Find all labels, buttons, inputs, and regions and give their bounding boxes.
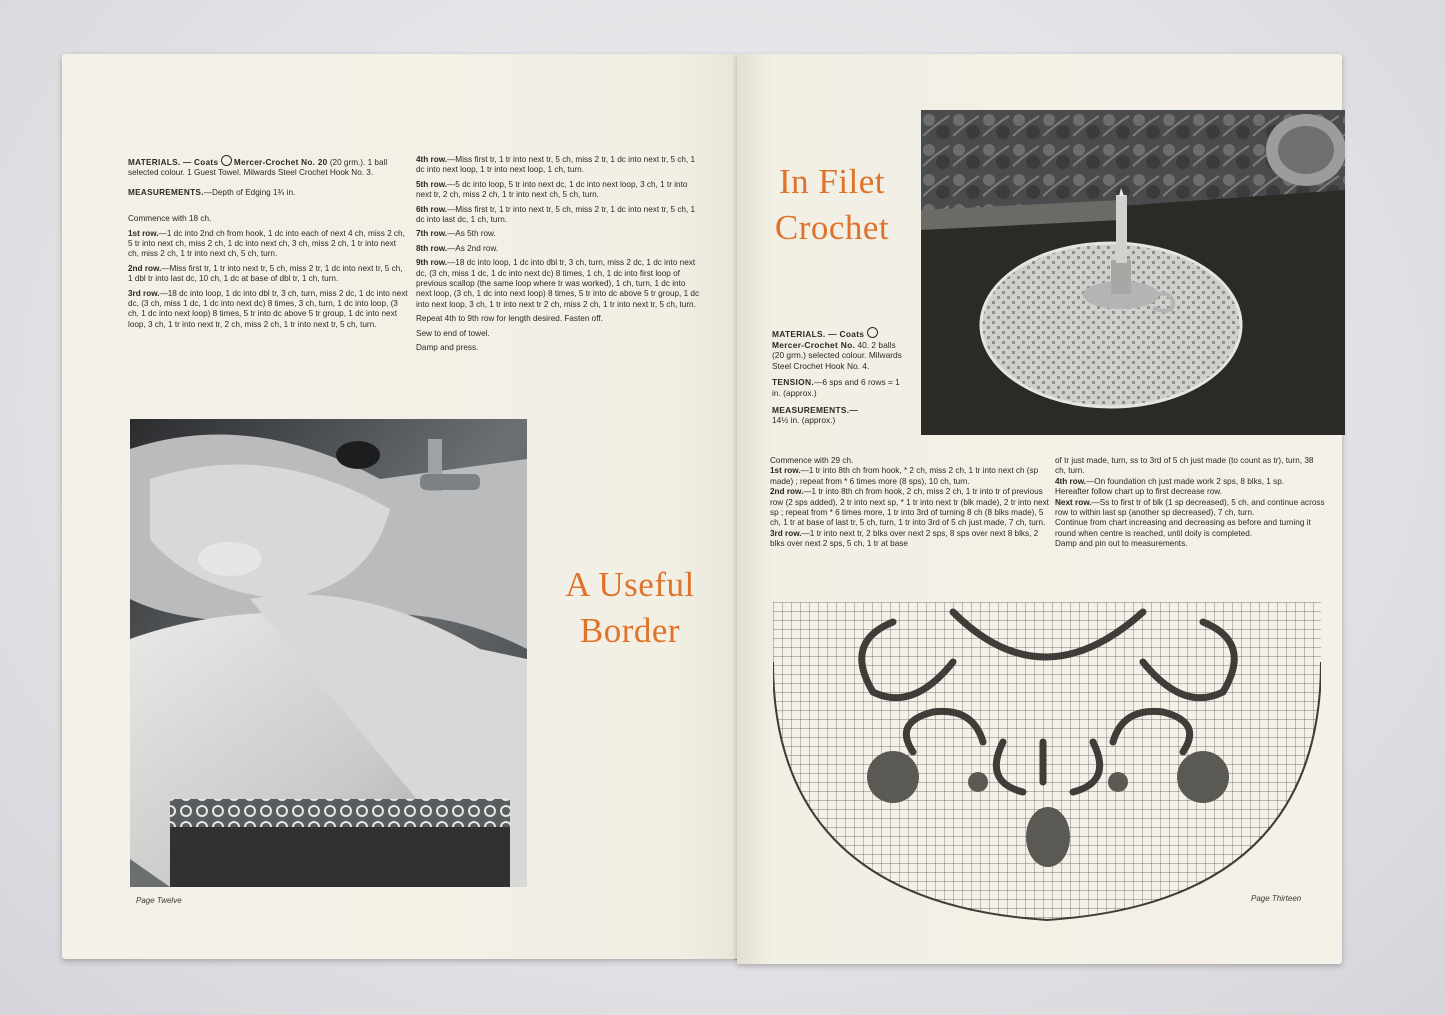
tension-text: —6 sps and 6 rows = 1 in. (approx.)	[772, 377, 900, 398]
right-cont-text: of tr just made, turn, ss to 3rd of 5 ch just made (to count as tr), turn, 38 ch, turn.	[1055, 456, 1314, 476]
filet-chart	[773, 602, 1321, 922]
right-measurements-label: MEASUREMENTS.—	[772, 404, 859, 415]
row5-text: —5 dc into loop, 5 tr into next dc, 1 dc into next loop, 3 ch, 1 tr into next tr, 2 ch, miss 2 ch, 1 tr into next ch, 5 ch, turn.	[416, 179, 688, 200]
right-measurements-text: 14½ in. (approx.)	[772, 415, 836, 426]
materials-text: (20 grm.). 1 ball selected colour. 1 Guest Towel. Milwards Steel Crochet Hook No. 3.	[128, 158, 388, 178]
left-title-line2: Border	[579, 611, 681, 650]
materials-brand: Mercer-Crochet No. 20	[233, 158, 328, 167]
right-continue-text: Continue from chart increasing and decreasing as before and turning it round when centre is reached, until doily is completed.	[1055, 518, 1311, 538]
left-page-footer: Page Twelve	[136, 896, 182, 905]
row4-label: 4th row.	[416, 155, 448, 164]
candle-doily-photo	[921, 110, 1345, 435]
row2-text: —Miss first tr, 1 tr into next tr, 5 ch, miss 2 tr, 1 dc into next tr, 5 ch, 1 dbl tr into last dc, 10 ch, 1 dc at base of dbl tr, 1 ch, turn.	[128, 263, 403, 284]
row1-label: 1st row.	[128, 228, 159, 238]
measurements-label: MEASUREMENTS.	[128, 187, 204, 197]
right-hereafter-text: Hereafter follow chart up to first decrease row.	[1055, 487, 1223, 497]
row7-label: 7th row.	[416, 229, 448, 239]
right-row1-text: —1 tr into 8th ch from hook, * 2 ch, miss 2 ch, 1 tr into next ch (sp made) ; repeat from * 6 times more (8 sps), 10 ch, turn.	[770, 466, 1039, 486]
right-title-line1: In Filet	[778, 162, 886, 201]
sew-text: Sew to end of towel.	[416, 328, 490, 338]
right-row2-label: 2nd row.	[770, 487, 804, 497]
left-column-1	[128, 155, 408, 334]
right-row2-text: —1 tr into 8th ch from hook, 2 ch, miss 2 ch, 1 tr into tr of previous row (2 sps added), 2 tr into next sp, * 1 tr into next tr (blk made), 2 tr into next sp ; repeat from * 6 times more, 1 tr into 3rd of turning 8 ch (8 blks made), 5 ch, 1 tr at base of last tr, 5 ch, turn, 1 tr into 3rd of 5 ch just made, 7 ch, turn.	[770, 487, 1049, 528]
right-materials-label: MATERIALS. — Coats	[772, 329, 865, 339]
right-materials-text: 40. 2 balls (20 grm.) selected colour. Milwards Steel Crochet Hook No. 4.	[772, 339, 902, 371]
commence-text: Commence with 18 ch.	[128, 214, 212, 224]
right-column-2	[1055, 456, 1325, 550]
left-page	[62, 54, 737, 959]
tension-label: TENSION.	[772, 377, 814, 388]
right-next-row-label: Next row.	[1055, 497, 1092, 507]
right-damp-text: Damp and pin out to measurements.	[1055, 539, 1188, 549]
row9-label: 9th row.	[416, 258, 448, 268]
materials-label-text: MATERIALS. — Coats	[128, 158, 219, 167]
right-title	[757, 159, 907, 251]
spool-icon	[221, 155, 232, 166]
right-row4-label: 4th row.	[1055, 476, 1087, 486]
right-spool-icon	[867, 327, 878, 338]
row7-text: —As 5th row.	[447, 229, 496, 239]
repeat-text: Repeat 4th to 9th row for length desired. Fasten off.	[416, 314, 603, 324]
right-row4-text: —On foundation ch just made work 2 sps, 8 blks, 1 sp.	[1086, 476, 1285, 486]
towel-photo	[130, 419, 527, 887]
right-materials-block	[772, 327, 907, 430]
right-page-footer: Page Thirteen	[1251, 894, 1302, 903]
row3-label: 3rd row.	[128, 288, 160, 298]
row3-text: —18 dc into loop, 1 dc into dbl tr, 3 ch, turn, miss 2 dc, 1 dc into next dc, (3 ch, miss 1 dc, 1 dc into next dc) 8 times, 3 ch, turn, 1 dc into loop, (3 ch, 1 dc into next loop) 8 times, 5 tr into dc above 5 tr group, 1 dc into next loop, 3 ch, 1 tr into next tr, 2 ch, miss 2 ch, 1 tr into next tr, 5 ch, turn.	[128, 288, 408, 329]
left-title	[540, 562, 720, 654]
right-row1-label: 1st row.	[770, 466, 801, 476]
row4-text: —Miss first tr, 1 tr into next tr, 5 ch, miss 2 tr, 1 dc into next tr, 5 ch, 1 dc into next loop, 1 tr into next loop, 1 ch, turn.	[416, 155, 696, 175]
row6-text: —Miss first tr, 1 tr into next tr, 5 ch, miss 2 tr, 1 dc into next tr, 5 ch, 1 dc into last dc, 1 ch, turn.	[416, 204, 696, 225]
right-materials-brand: Mercer-Crochet No.	[772, 339, 856, 350]
row9-text: —18 dc into loop, 1 dc into dbl tr, 3 ch, turn, miss 2 dc, 1 dc into next dc, (3 ch, miss 1 dc, 1 dc into next dc) 8 times, 1 ch, 1 dc into first loop of previous scallop (the same loop where tr was worked), 1 ch, turn, 1 dc into next loop, (3 ch, 1 dc into next loop) 8 times, 5 tr into dc above 5 tr group, 1 dc into next loop, 3 ch, 1 tr into next tr 2 ch, miss 2 ch, 1 tr into next tr, 5 ch, turn.	[416, 258, 700, 309]
right-column-1	[770, 456, 1055, 550]
row8-label: 8th row.	[416, 243, 448, 253]
row5-label: 5th row.	[416, 179, 448, 189]
damp-text: Damp and press.	[416, 343, 479, 353]
right-row3-text: —1 tr into next tr, 2 blks over next 2 sps, 8 sps over next 8 blks, 2 blks over next 2 sps, 5 ch, 1 tr at base	[770, 528, 1039, 549]
left-column-2	[416, 155, 701, 358]
right-next-row-text: —Ss to first tr of blk (1 sp decreased), 5 ch, and continue across row to within last sp (another sp decreased), 7 ch, turn.	[1055, 497, 1325, 518]
row1-text: —1 dc into 2nd ch from hook, 1 dc into each of next 4 ch, miss 2 ch, 5 tr into next ch, miss 2 ch, 1 dc into next ch, 3 ch, miss 2 ch, 1 tr into next ch, miss 2 ch, 1 tr into next ch, 5 ch, turn.	[128, 228, 405, 259]
measurements-text: —Depth of Edging 1¾ in.	[203, 187, 296, 197]
right-row3-label: 3rd row.	[770, 528, 802, 538]
right-page	[737, 54, 1342, 964]
row2-label: 2nd row.	[128, 263, 162, 273]
right-title-line2: Crochet	[774, 208, 890, 247]
left-title-line1: A Useful	[565, 565, 695, 604]
right-commence-text: Commence with 29 ch.	[770, 456, 854, 465]
row6-label: 6th row.	[416, 204, 448, 214]
row8-text: —As 2nd row.	[447, 243, 499, 253]
